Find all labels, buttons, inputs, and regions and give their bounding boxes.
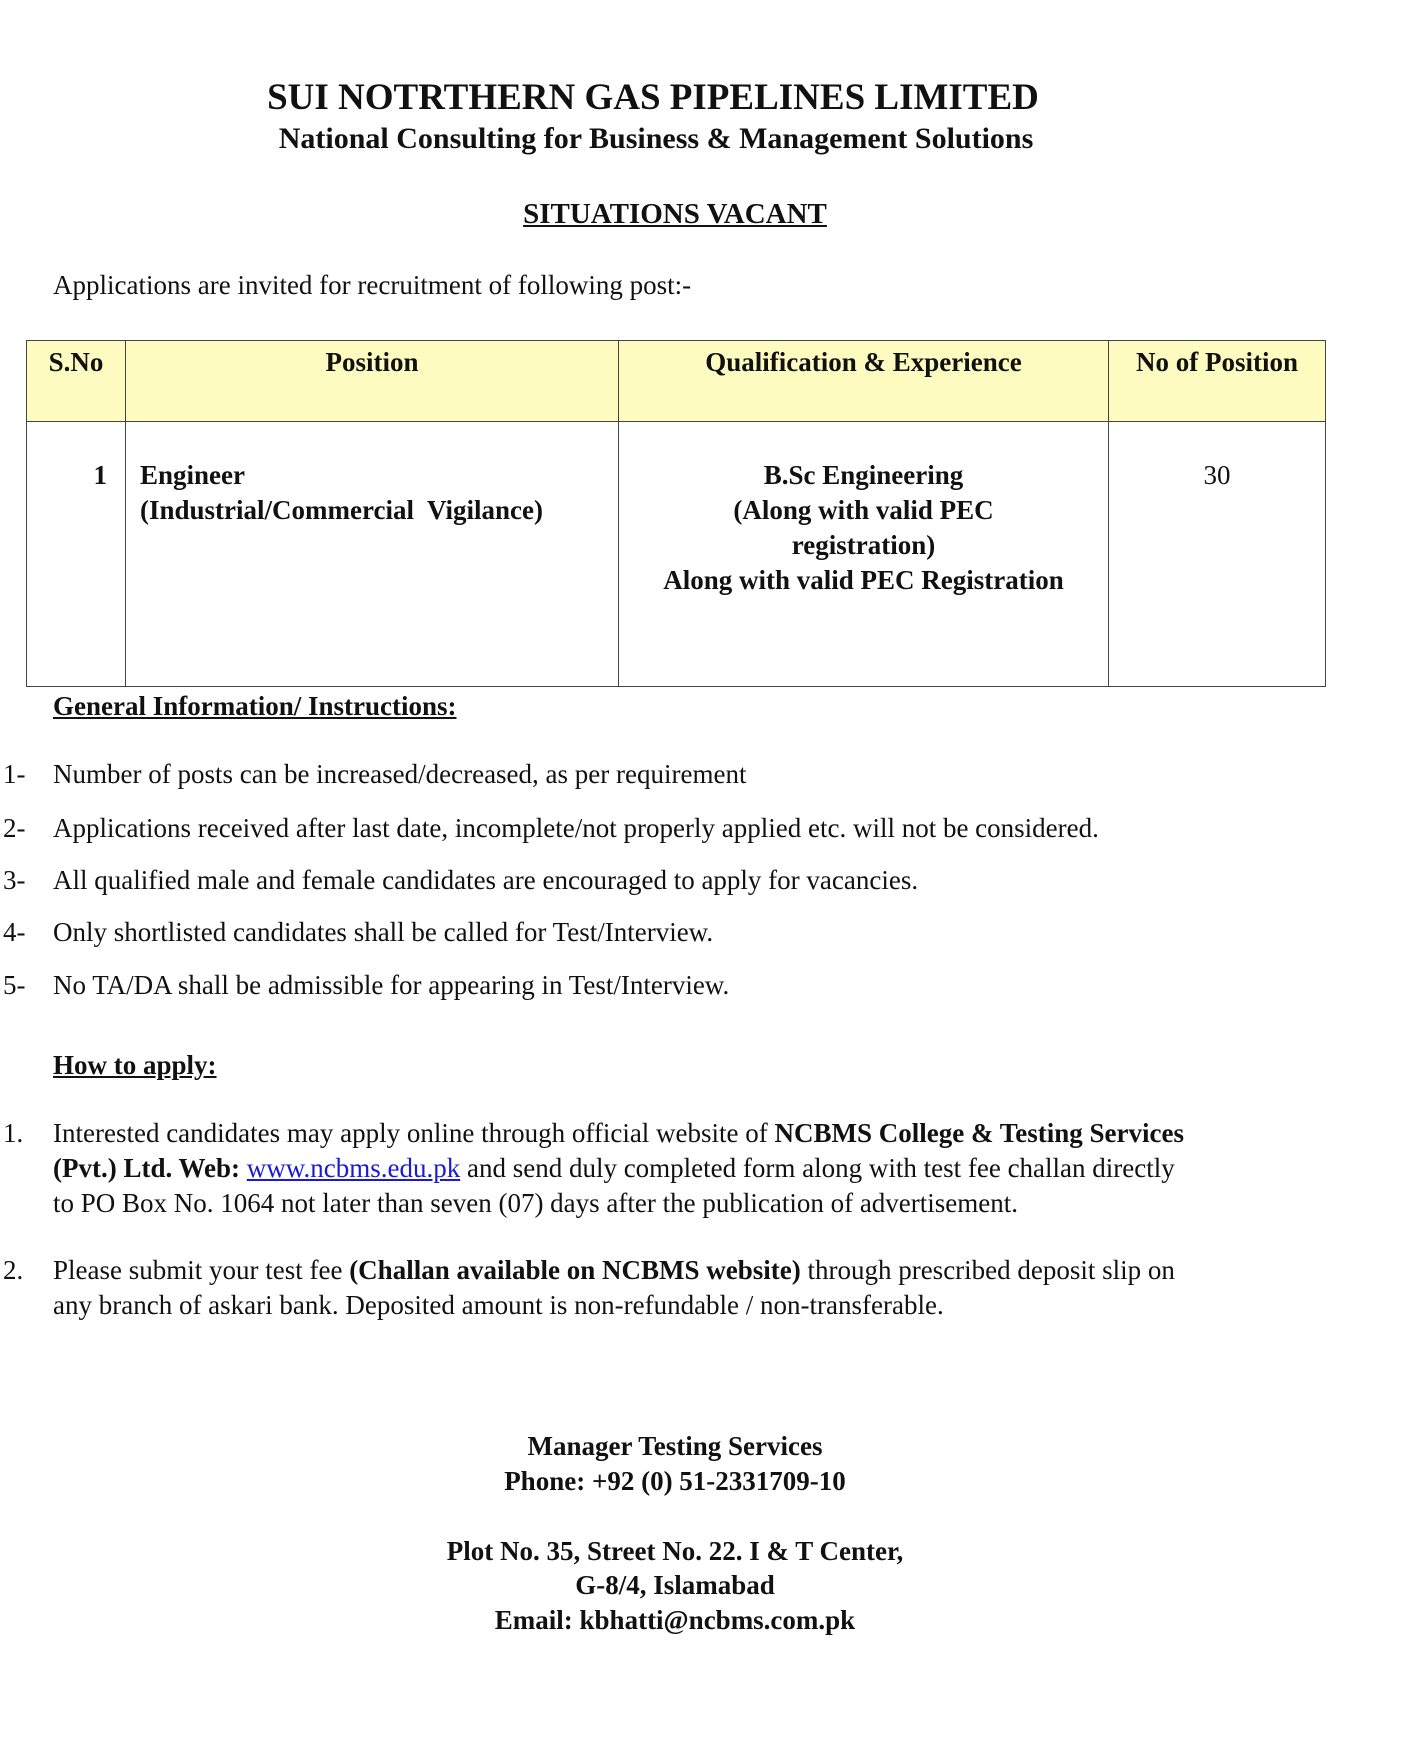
cell-count: 30	[1109, 422, 1326, 687]
list-number: 4-	[3, 917, 26, 947]
cell-sno: 1	[27, 422, 126, 687]
vacancy-table	[26, 340, 1326, 687]
challan-note: (Challan available on NCBMS website)	[349, 1255, 801, 1285]
contact-address-2: G-8/4, Islamabad	[575, 1570, 775, 1600]
step-text: through prescribed deposit slip on	[800, 1255, 1175, 1285]
cell-qualification	[619, 422, 1109, 687]
general-info-heading: General Information/ Instructions:	[53, 691, 457, 721]
web-label: (Pvt.) Ltd. Web:	[53, 1153, 247, 1183]
step-text: Interested candidates may apply online through official website of	[53, 1118, 775, 1148]
list-text: Applications received after last date, incomplete/not properly applied etc. will not be considered.	[53, 813, 1099, 843]
company-subtitle: National Consulting for Business & Management Solutions	[278, 122, 1034, 155]
table-header-row	[27, 341, 1326, 422]
contact-email: Email: kbhatti@ncbms.com.pk	[494, 1605, 856, 1635]
list-number: 1-	[3, 759, 26, 789]
list-text: Only shortlisted candidates shall be called for Test/Interview.	[53, 917, 714, 947]
website-link[interactable]: www.ncbms.edu.pk	[246, 1153, 461, 1183]
list-text: No TA/DA shall be admissible for appearing in Test/Interview.	[53, 970, 730, 1000]
step-line	[53, 1116, 1184, 1150]
provider-name: NCBMS College & Testing Services	[774, 1118, 1185, 1148]
step-line	[53, 1151, 1175, 1185]
qualification-line: registration)	[791, 530, 936, 560]
how-to-apply-heading: How to apply:	[53, 1050, 217, 1080]
col-header-sno: S.No	[27, 341, 126, 422]
step-number: 1.	[3, 1118, 24, 1148]
list-text: Number of posts can be increased/decreased, as per requirement	[53, 759, 747, 789]
section-heading: SITUATIONS VACANT	[523, 198, 827, 230]
intro-text: Applications are invited for recruitment of following post:-	[53, 270, 692, 300]
step-text: and send duly completed form along with test fee challan directly	[460, 1153, 1175, 1183]
col-header-count: No of Position	[1109, 341, 1326, 422]
position-title: Engineer	[140, 460, 245, 490]
step-line: to PO Box No. 1064 not later than seven (07) days after the publication of advertisement.	[53, 1188, 1019, 1218]
qualification-line: Along with valid PEC Registration	[663, 565, 1064, 595]
list-number: 5-	[3, 970, 26, 1000]
list-item	[3, 811, 1099, 845]
col-header-position: Position	[126, 341, 619, 422]
list-item	[3, 757, 747, 791]
contact-phone: Phone: +92 (0) 51-2331709-10	[504, 1466, 846, 1496]
step-line	[53, 1253, 1175, 1287]
table-row	[27, 422, 1326, 687]
cell-position	[126, 422, 619, 687]
step-number: 2.	[3, 1255, 24, 1285]
qualification-line: (Along with valid PEC	[733, 495, 994, 525]
contact-address-1: Plot No. 35, Street No. 22. I & T Center,	[446, 1536, 904, 1566]
list-item	[3, 968, 730, 1002]
company-title: SUI NOTRTHERN GAS PIPELINES LIMITED	[267, 77, 1039, 118]
list-number: 2-	[3, 813, 26, 843]
list-number: 3-	[3, 865, 26, 895]
list-text: All qualified male and female candidates are encouraged to apply for vacancies.	[53, 865, 919, 895]
step-text: Please submit your test fee	[53, 1255, 350, 1285]
list-item	[3, 863, 919, 897]
list-item	[3, 915, 714, 949]
qualification-line: B.Sc Engineering	[763, 460, 964, 490]
contact-role: Manager Testing Services	[527, 1431, 823, 1461]
col-header-qualification: Qualification & Experience	[619, 341, 1109, 422]
step-line: any branch of askari bank. Deposited amount is non-refundable / non-transferable.	[53, 1290, 944, 1320]
position-subtitle: (Industrial/Commercial Vigilance)	[140, 495, 543, 525]
